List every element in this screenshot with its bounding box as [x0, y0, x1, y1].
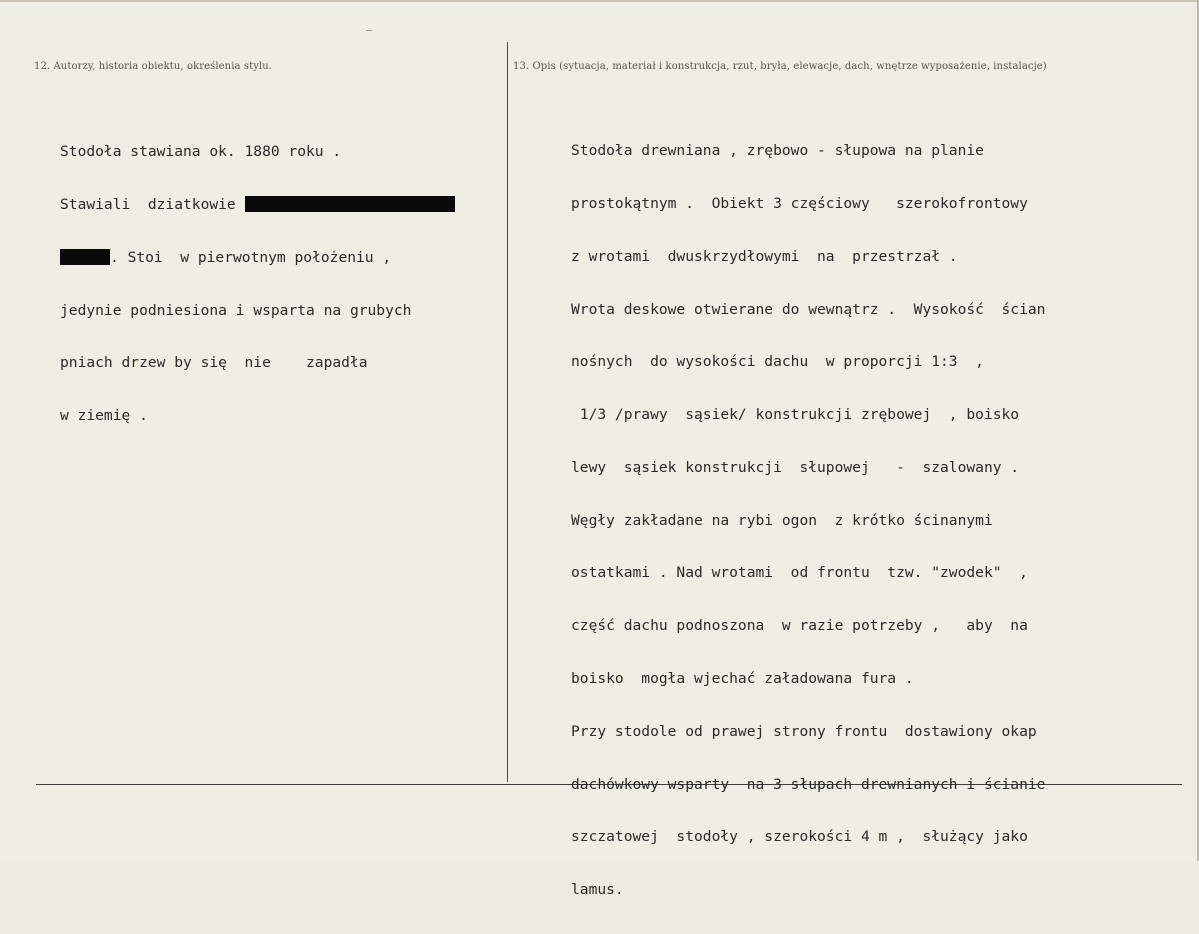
text-line: lewy sąsiek konstrukcji słupowej - szalowany .	[571, 458, 1020, 476]
text-line: w ziemię .	[60, 407, 148, 425]
text-line: Stodoła stawiana ok. 1880 roku .	[60, 143, 342, 161]
text-line: szczatowej stodoły , szerokości 4 m , służący jako	[571, 828, 1028, 846]
card-top-edge	[0, 0, 1199, 2]
text-line: lamus.	[571, 881, 624, 899]
text-line: 1/3 /prawy sąsiek/ konstrukcji zrębowej , boisko	[571, 406, 1020, 424]
text-line: Węgły zakładane na rybi ogon z krótko ścinanymi	[571, 511, 993, 529]
section-13-text	[571, 107, 1045, 934]
text-fragment: Stawiali dziatkowie	[60, 195, 245, 213]
text-fragment: . Stoi w pierwotnym położeniu ,	[110, 248, 392, 266]
text-line: Wrota deskowe otwierane do wewnątrz . Wysokość ścian	[571, 300, 1046, 318]
section-13-heading: 13. Opis (sytuacja, materiał i konstrukcja, rzut, bryła, elewacje, dach, wnętrze wyposażenie, instalacje)	[513, 61, 1047, 72]
redaction-bar	[60, 249, 110, 265]
text-line: Przy stodole od prawej strony frontu dostawiony okap	[571, 722, 1037, 740]
text-line-with-redaction	[60, 196, 455, 214]
text-line: jedynie podniesiona i wsparta na grubych	[60, 301, 412, 319]
text-line: ostatkami . Nad wrotami od frontu tzw. "zwodek" ,	[571, 564, 1028, 582]
text-line: Stodoła drewniana , zrębowo - słupowa na planie	[571, 142, 984, 160]
text-line: dachówkowy wsparty na 3 słupach drewnianych i ścianie	[571, 775, 1046, 793]
section-12-text	[60, 108, 455, 460]
redaction-bar	[245, 196, 455, 212]
text-line: część dachu podnoszona w razie potrzeby , aby na	[571, 617, 1028, 635]
text-line: pniach drzew by się nie zapadła	[60, 354, 368, 372]
text-line: boisko mogła wjechać załadowana fura .	[571, 670, 914, 687]
text-line: z wrotami dwuskrzydłowymi na przestrzał .	[571, 247, 958, 265]
section-12-heading: 12. Autorzy, historia obiektu, określenia stylu.	[34, 61, 273, 72]
text-line: prostokątnym . Obiekt 3 częściowy szerokofrontowy	[571, 194, 1028, 212]
text-line-with-redaction	[60, 249, 455, 267]
text-line: nośnych do wysokości dachu w proporcji 1:3 ,	[571, 353, 984, 371]
paper-speck	[366, 30, 372, 31]
column-divider	[507, 42, 508, 782]
